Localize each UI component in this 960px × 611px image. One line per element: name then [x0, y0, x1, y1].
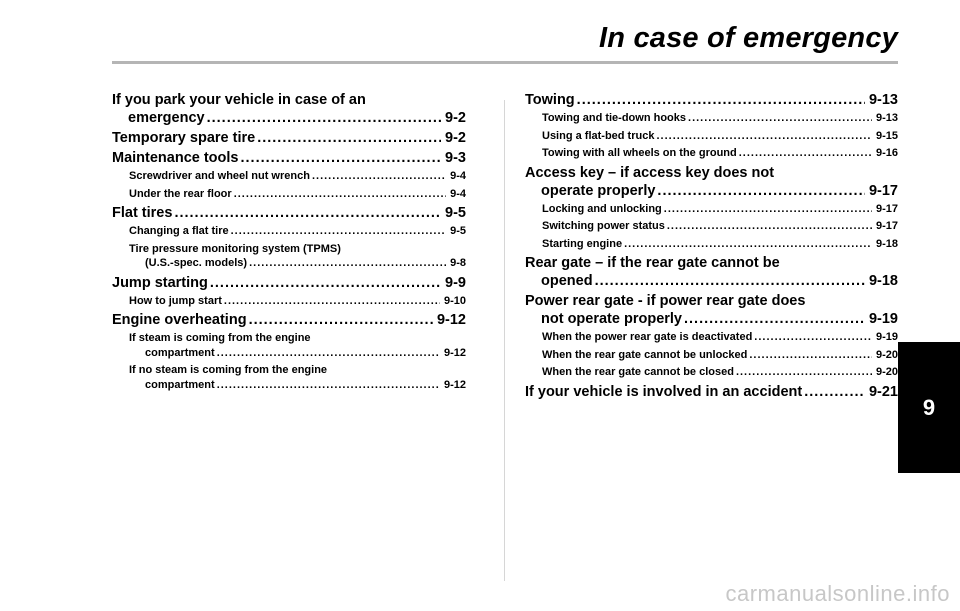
leader-dots — [624, 237, 872, 252]
toc-page-number: 9-17 — [868, 182, 898, 199]
toc-entry-title: Towing and tie-down hooks — [542, 112, 687, 124]
toc-entry-title: Flat tires — [112, 205, 173, 221]
leader-dots — [312, 169, 446, 184]
toc-page-number: 9-17 — [875, 220, 898, 232]
toc-entry[interactable] — [112, 149, 466, 167]
toc-entry[interactable] — [112, 204, 466, 222]
chapter-tab-label: 9 — [922, 394, 936, 420]
toc-entry-title: Towing — [525, 92, 575, 108]
toc-subentry[interactable] — [525, 330, 898, 345]
toc-page-number: 9-2 — [445, 130, 466, 146]
toc-entry[interactable] — [525, 91, 898, 109]
toc-subentry[interactable] — [525, 111, 898, 126]
leader-dots — [249, 311, 433, 329]
leader-dots — [739, 146, 872, 161]
leader-dots — [688, 111, 872, 126]
toc-subentry[interactable] — [112, 224, 466, 239]
toc-page-number: 9-12 — [436, 312, 466, 328]
toc-subentry[interactable] — [525, 365, 898, 380]
toc-page-number: 9-19 — [868, 311, 898, 327]
toc-subentry[interactable] — [525, 348, 898, 363]
leader-dots — [684, 310, 865, 328]
toc-page-number: 9-15 — [875, 129, 898, 142]
toc-entry-title: Jump starting — [112, 274, 208, 291]
toc-entry-title: When the rear gate cannot be closed — [542, 366, 734, 378]
toc-subentry[interactable] — [112, 363, 466, 392]
toc-entry[interactable] — [525, 292, 898, 328]
toc-page-number: 9-18 — [875, 237, 898, 250]
toc-entry-title: Temporary spare tire — [112, 130, 256, 146]
title-rule — [112, 61, 898, 64]
toc-entry-title: Under the rear floor — [129, 187, 232, 200]
leader-dots — [804, 383, 865, 401]
leader-dots — [577, 91, 865, 109]
leader-dots — [241, 149, 442, 167]
toc-entry-title: Maintenance tools — [112, 150, 239, 166]
toc-entry-title: Using a flat-bed truck — [542, 129, 655, 142]
toc-subentry[interactable] — [112, 187, 466, 202]
toc-entry-title: Screwdriver and wheel nut wrench — [129, 170, 310, 182]
toc-entry-title: compartment — [145, 378, 215, 391]
toc-entry-title: (U.S.-spec. models) — [145, 257, 248, 269]
toc-entry[interactable] — [112, 91, 466, 127]
toc-entry-title: Power rear gate - if power rear gate does — [525, 293, 806, 309]
toc-entry-title: When the power rear gate is deactivated — [542, 331, 753, 343]
toc-page-number: 9-13 — [875, 112, 898, 124]
toc-page-number: 9-16 — [875, 147, 898, 159]
toc-page-number: 9-9 — [445, 274, 466, 291]
toc-entry-title: Engine overheating — [112, 312, 247, 328]
page-title: In case of emergency — [599, 22, 898, 54]
toc-page-number: 9-18 — [868, 273, 898, 289]
toc-page-number: 9-10 — [443, 294, 466, 307]
toc-entry[interactable] — [525, 254, 898, 290]
toc-entry-title: Tire pressure monitoring system (TPMS) — [129, 242, 341, 255]
toc-subentry[interactable] — [525, 129, 898, 144]
toc-entry-title: How to jump start — [129, 294, 222, 307]
toc-page-number: 9-4 — [450, 187, 466, 200]
toc-subentry[interactable] — [525, 202, 898, 217]
leader-dots — [217, 378, 440, 393]
toc-entry[interactable] — [112, 129, 466, 147]
toc-entry-title: Changing a flat tire — [129, 225, 229, 237]
toc-page-number: 9-2 — [445, 110, 466, 126]
leader-dots — [754, 330, 872, 345]
leader-dots — [257, 129, 441, 147]
toc-entry-title: opened — [541, 273, 593, 289]
toc-page-number: 9-20 — [875, 366, 898, 378]
toc-entry-title: Towing with all wheels on the ground — [542, 147, 737, 159]
toc-subentry[interactable] — [112, 169, 466, 184]
toc-entry-title: When the rear gate cannot be unlocked — [542, 348, 748, 361]
leader-dots — [749, 348, 872, 363]
toc-page-number: 9-19 — [875, 331, 898, 343]
toc-page-number: 9-4 — [450, 170, 466, 182]
leader-dots — [736, 365, 872, 380]
watermark: carmanualsonline.info — [725, 581, 950, 606]
toc-page-number: 9-20 — [875, 348, 898, 361]
column-divider — [504, 100, 505, 581]
leader-dots — [664, 202, 872, 217]
leader-dots — [249, 256, 446, 271]
leader-dots — [210, 274, 441, 292]
toc-entry-title: Switching power status — [542, 220, 665, 232]
leader-dots — [231, 224, 446, 239]
leader-dots — [595, 272, 865, 290]
toc-entry-title: Starting engine — [542, 237, 623, 250]
toc-left-column — [112, 91, 466, 395]
toc-subentry[interactable] — [112, 331, 466, 360]
leader-dots — [657, 182, 865, 200]
toc-subentry[interactable] — [112, 294, 466, 309]
toc-entry-title: compartment — [145, 346, 215, 359]
toc-entry[interactable] — [112, 274, 466, 292]
toc-entry-title: not operate properly — [541, 311, 682, 327]
toc-subentry[interactable] — [525, 237, 898, 252]
toc-entry-title: If no steam is coming from the engine — [129, 364, 328, 376]
toc-subentry[interactable] — [525, 146, 898, 161]
toc-page-number: 9-5 — [450, 225, 466, 237]
toc-entry[interactable] — [112, 311, 466, 329]
toc-page-number: 9-12 — [443, 378, 466, 391]
toc-entry-title: Access key – if access key does not — [525, 164, 775, 181]
toc-entry-title: Locking and unlocking — [542, 202, 662, 215]
toc-page-number: 9-12 — [443, 346, 466, 359]
toc-entry-title: emergency — [128, 110, 205, 126]
chapter-tab[interactable] — [898, 342, 960, 473]
toc-entry-title: Rear gate – if the rear gate cannot be — [525, 255, 780, 271]
toc-entry-title: If your vehicle is involved in an accident — [525, 383, 803, 400]
toc-entry-title: operate properly — [541, 182, 656, 199]
toc-page-number: 9-3 — [445, 150, 466, 166]
toc-right-column — [525, 91, 898, 403]
toc-entry-title: If steam is coming from the engine — [129, 332, 311, 344]
toc-subentry[interactable] — [112, 242, 466, 271]
leader-dots — [656, 129, 872, 144]
leader-dots — [207, 109, 441, 127]
leader-dots — [217, 346, 440, 361]
leader-dots — [224, 294, 440, 309]
toc-page-number: 9-21 — [868, 383, 898, 400]
leader-dots — [234, 187, 446, 202]
toc-page-number: 9-8 — [450, 257, 466, 269]
toc-page-number: 9-17 — [875, 202, 898, 215]
toc-entry[interactable] — [525, 383, 898, 401]
leader-dots — [667, 219, 872, 234]
toc-entry[interactable] — [525, 164, 898, 200]
toc-page-number: 9-13 — [868, 92, 898, 108]
toc-page-number: 9-5 — [445, 205, 466, 221]
toc-entry-title: If you park your vehicle in case of an — [112, 92, 366, 108]
leader-dots — [174, 204, 441, 222]
toc-subentry[interactable] — [525, 219, 898, 234]
